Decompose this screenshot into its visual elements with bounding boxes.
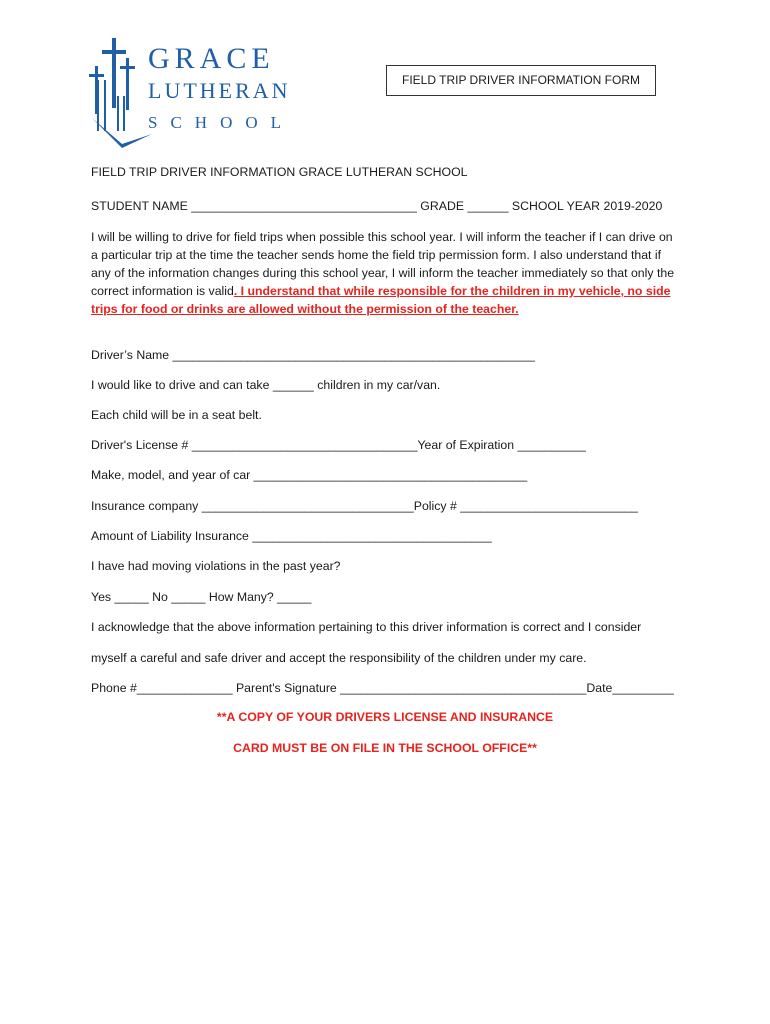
liability-line: Amount of Liability Insurance ___________________________________ — [91, 529, 492, 543]
make-model-line: Make, model, and year of car ________________________________________ — [91, 468, 528, 482]
driver-name-line: Driver’s Name _____________________________________________________ — [91, 348, 536, 362]
acknowledge-line-2: myself a careful and safe driver and accept the responsibility of the children under my care. — [91, 651, 587, 665]
form-title: FIELD TRIP DRIVER INFORMATION FORM — [386, 65, 656, 96]
agreement-paragraph — [91, 228, 676, 318]
drive-take-line: I would like to drive and can take ______ children in my car/van. — [91, 378, 441, 392]
license-line: Driver's License # _________________________________Year of Expiration __________ — [91, 438, 586, 452]
notice-line-1: **A COPY OF YOUR DRIVERS LICENSE AND INSURANCE — [216, 710, 554, 724]
logo-line-school: SCHOOL — [148, 113, 295, 132]
seat-belt-line: Each child will be in a seat belt. — [91, 408, 262, 422]
student-line: STUDENT NAME _________________________________ GRADE ______ SCHOOL YEAR 2019-2020 — [91, 199, 663, 213]
violations-answer-line: Yes _____ No _____ How Many? _____ — [91, 590, 312, 604]
cross-church-icon — [89, 38, 152, 148]
insurance-line: Insurance company _______________________________Policy # __________________________ — [91, 499, 639, 513]
notice-line-2: CARD MUST BE ON FILE IN THE SCHOOL OFFICE** — [233, 741, 537, 755]
logo-line-lutheran: LUTHERAN — [148, 78, 291, 103]
agreement-emphasis: . I understand that while responsible for the children in my vehicle, no side trips for food or drinks are allowed without the permission of the teacher. — [91, 284, 671, 316]
acknowledge-line-1: I acknowledge that the above information pertaining to this driver information is correct and I consider — [91, 620, 642, 634]
violations-question: I have had moving violations in the past year? — [91, 559, 341, 573]
school-logo — [88, 36, 313, 151]
logo-line-grace: GRACE — [148, 42, 275, 75]
heading: FIELD TRIP DRIVER INFORMATION GRACE LUTHERAN SCHOOL — [91, 165, 468, 179]
agreement-text: I will be willing to drive for field trips when possible this school year. I will inform the teacher if I can drive on a particular trip at the time the teacher sends home the field trip permission form. I also understand that if any of the information changes during this school year, I will inform the teacher immediately so that only the correct information is valid — [91, 230, 675, 298]
phone-signature-line: Phone #______________ Parent's Signature ____________________________________Date_________ — [91, 681, 674, 695]
